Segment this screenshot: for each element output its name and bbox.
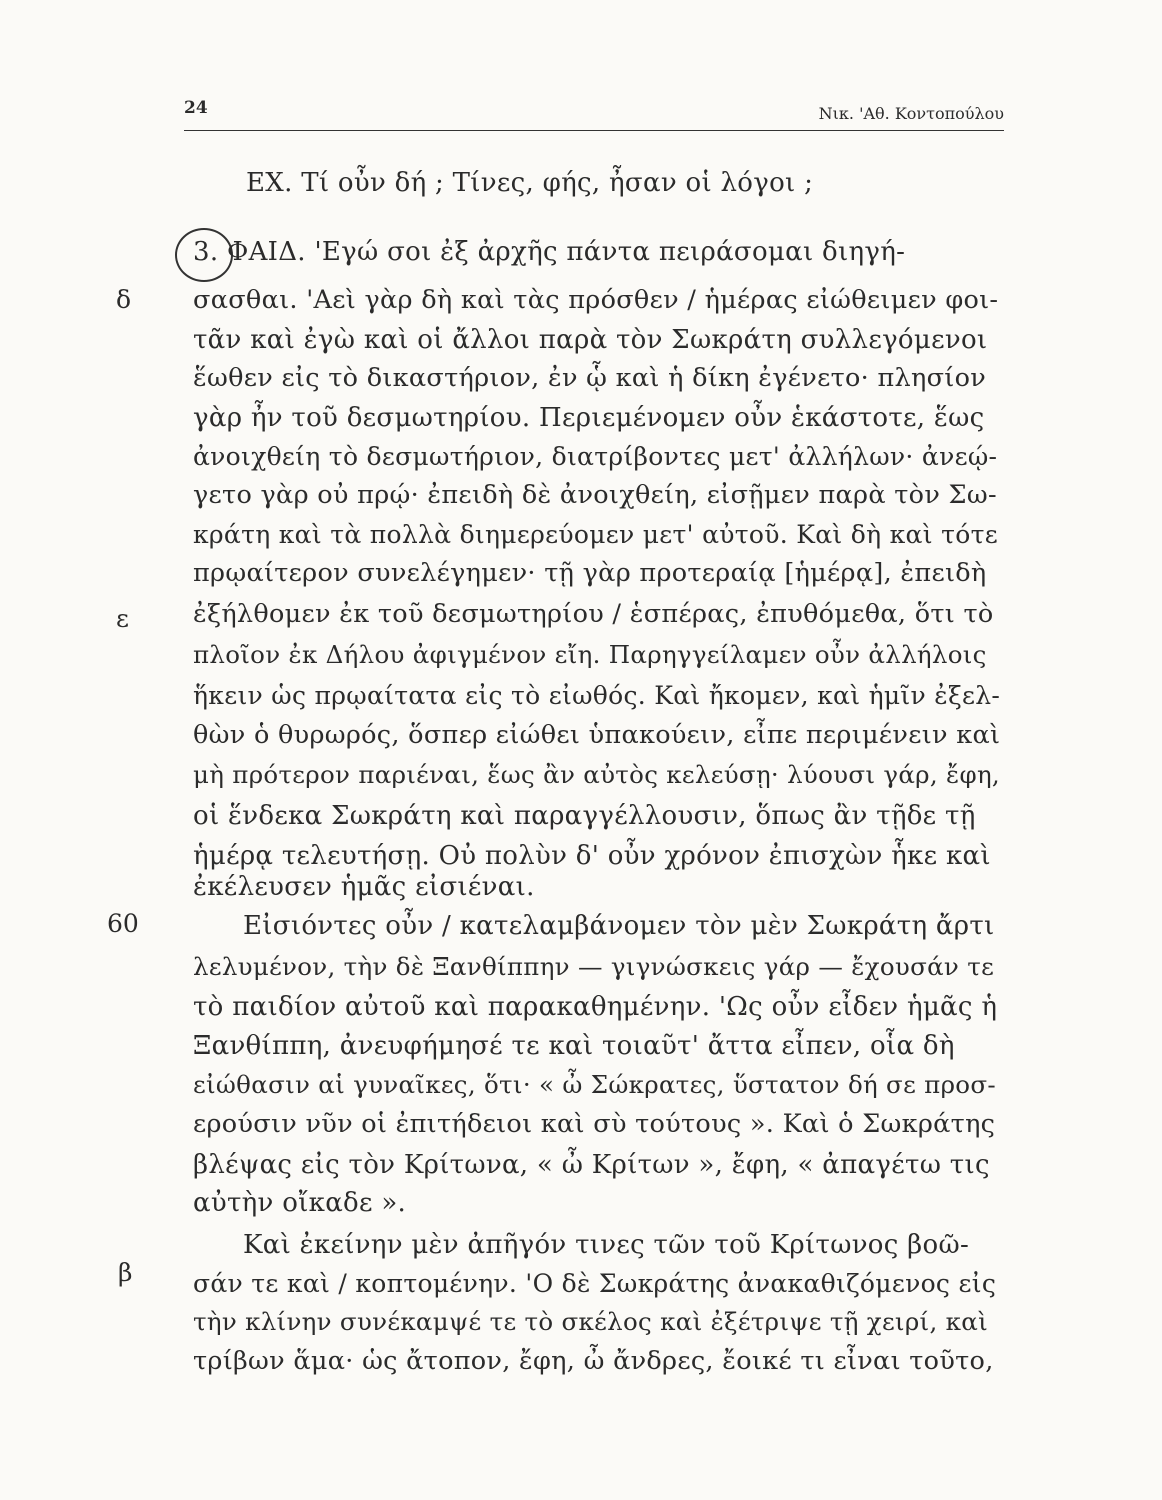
- text-line: ερούσιν νῦν οἱ ἐπιτήδειοι καὶ σὺ τούτους ». Καὶ ὁ Σωκράτης: [193, 1109, 996, 1139]
- text-line: αὐτὴν οἴκαδε ».: [193, 1188, 407, 1218]
- text-line: πλοῖον ἐκ Δήλου ἀφιγμένον εἴη. Παρηγγείλαμεν οὖν ἀλλήλοις: [193, 640, 987, 669]
- header-rule: [184, 130, 1004, 131]
- text-line: Ξανθίππη, ἀνευφήμησέ τε καὶ τοιαῦτ' ἄττα εἶπεν, οἷα δὴ: [193, 1031, 955, 1061]
- text-line: ἕωθεν εἰς τὸ δικαστήριον, ἐν ᾧ καὶ ἡ δίκη ἐγένετο· πλησίον: [193, 363, 987, 393]
- text-line: γὰρ ἦν τοῦ δεσμωτηρίου. Περιεμένομεν οὖν ἑκάστοτε, ἕως: [193, 403, 985, 433]
- text-line: ἀνοιχθείη τὸ δεσμωτήριον, διατρίβοντες μετ' ἀλλήλων· ἀνεῴ-: [193, 442, 998, 471]
- text-line: σάν τε καὶ / κοπτομένην. 'Ο δὲ Σωκράτης ἀνακαθιζόμενος εἰς: [193, 1269, 997, 1298]
- text-line: σασθαι. 'Αεὶ γὰρ δὴ καὶ τὰς πρόσθεν / ἡμέρας εἰώθειμεν φοι-: [193, 285, 999, 315]
- text-line: τὸ παιδίον αὐτοῦ καὶ παρακαθημένην. 'Ως οὖν εἶδεν ἡμᾶς ἡ: [193, 992, 998, 1022]
- margin-marker-beta: β: [118, 1258, 133, 1287]
- margin-marker-delta: δ: [116, 285, 132, 314]
- margin-marker-sixty: 60: [107, 909, 139, 938]
- text-line: ἐκέλευσεν ἡμᾶς εἰσιέναι.: [193, 872, 535, 902]
- text-line: 3. ΦΑΙΔ. 'Εγώ σοι ἐξ ἀρχῆς πάντα πειράσομαι διηγή-: [193, 237, 906, 267]
- text-line: ἐξήλθομεν ἐκ τοῦ δεσμωτηρίου / ἑσπέρας, ἐπυθόμεθα, ὅτι τὸ: [193, 599, 994, 629]
- text-line: βλέψας εἰς τὸν Κρίτωνα, « ὦ Κρίτων », ἔφη, « ἀπαγέτω τις: [193, 1150, 990, 1180]
- text-line: πρῳαίτερον συνελέγημεν· τῇ γὰρ προτεραίᾳ [ἡμέρᾳ], ἐπειδὴ: [193, 558, 987, 588]
- paragraph-start-line: Εἰσιόντες οὖν / κατελαμβάνομεν τὸν μὲν Σωκράτη ἄρτι: [243, 911, 995, 941]
- text-line: ἡμέρᾳ τελευτήσῃ. Οὐ πολὺν δ' οὖν χρόνον ἐπισχὼν ἧκε καὶ: [193, 841, 991, 871]
- intro-line: ΕΧ. Τί οὖν δή ; Τίνες, φής, ἦσαν οἱ λόγοι ;: [246, 168, 814, 198]
- text-line: οἱ ἕνδεκα Σωκράτη καὶ παραγγέλλουσιν, ὅπως ἂν τῇδε τῇ: [193, 801, 976, 831]
- text-line: θὼν ὁ θυρωρός, ὅσπερ εἰώθει ὑπακούειν, εἶπε περιμένειν καὶ: [193, 720, 1001, 750]
- running-header-author: Νικ. 'Αθ. Κοντοπούλου: [818, 104, 1004, 123]
- text-line: μὴ πρότερον παριέναι, ἕως ἂν αὐτὸς κελεύσῃ· λύουσι γάρ, ἔφη,: [193, 760, 1001, 789]
- text-line: κράτη καὶ τὰ πολλὰ διημερεύομεν μετ' αὐτοῦ. Καὶ δὴ καὶ τότε: [193, 520, 998, 549]
- paragraph-start-line: Καὶ ἐκείνην μὲν ἀπῆγόν τινες τῶν τοῦ Κρίτωνος βοῶ-: [243, 1230, 970, 1260]
- text-line: γετο γὰρ οὐ πρῴ· ἐπειδὴ δὲ ἀνοιχθείη, εἰσῇμεν παρὰ τὸν Σω-: [193, 480, 997, 510]
- text-line: τᾶν καὶ ἐγὼ καὶ οἱ ἄλλοι παρὰ τὸν Σωκράτη συλλεγόμενοι: [193, 325, 988, 355]
- margin-marker-epsilon: ε: [116, 604, 129, 633]
- text-line: λελυμένον, τὴν δὲ Ξανθίππην — γιγνώσκεις γάρ — ἔχουσάν τε: [193, 952, 995, 981]
- text-line: τὴν κλίνην συνέκαμψέ τε τὸ σκέλος καὶ ἐξέτριψε τῇ χειρί, καὶ: [193, 1307, 988, 1336]
- text-line: τρίβων ἅμα· ὡς ἄτοπον, ἔφη, ὦ ἄνδρες, ἔοικέ τι εἶναι τοῦτο,: [193, 1346, 994, 1376]
- page-number: 24: [184, 98, 208, 118]
- text-line: εἰώθασιν αἱ γυναῖκες, ὅτι· « ὦ Σώκρατες, ὕστατον δή σε προσ-: [193, 1070, 996, 1099]
- text-line: ἥκειν ὡς πρῳαίτατα εἰς τὸ εἰωθός. Καὶ ἤκομεν, καὶ ἡμῖν ἐξελ-: [193, 681, 1001, 710]
